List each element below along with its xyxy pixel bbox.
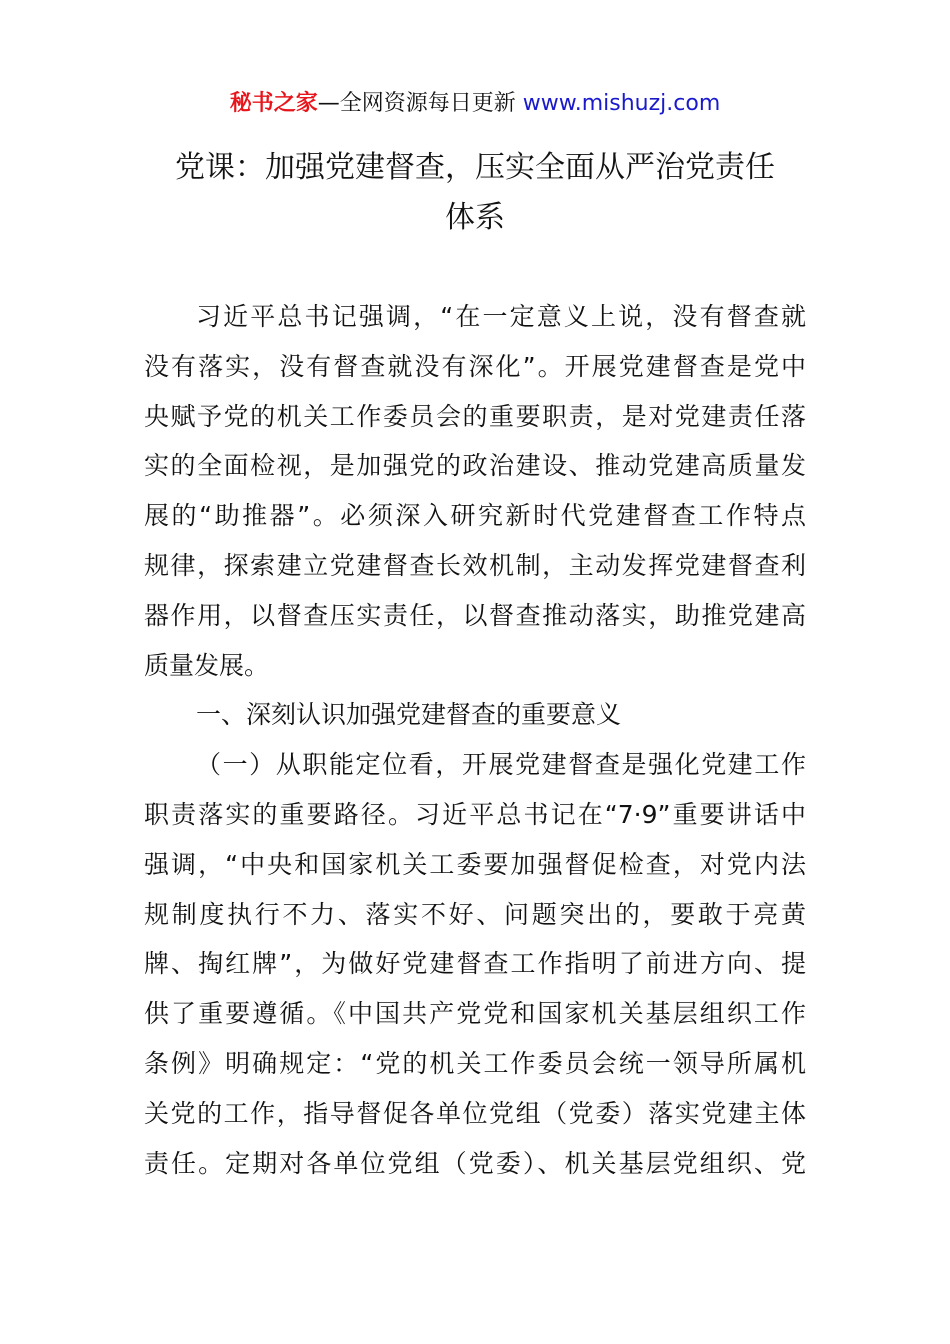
document-body: [144, 292, 806, 1188]
text-line: 实的全面检视，是加强党的政治建设、推动党建高质量发: [144, 451, 806, 481]
text-line: 质量发展。: [144, 650, 270, 680]
text-line: 强调，“中央和国家机关工委要加强督促检查，对党内法: [144, 849, 806, 879]
site-url-link[interactable]: www.mishuzj.com: [522, 91, 721, 116]
text-line: 供了重要遵循。《中国共产党党和国家机关基层组织工作: [144, 999, 806, 1029]
document-title-line-1: 党课：加强党建督查，压实全面从严治党责任: [175, 150, 775, 185]
text-line: 规律，探索建立党建督查长效机制，主动发挥党建督查利: [144, 550, 806, 580]
text-line: 牌、掏红牌”，为做好党建督查工作指明了前进方向、提: [144, 949, 806, 979]
text-line: 职责落实的重要路径。习近平总书记在“7·9”重要讲话中: [144, 799, 806, 829]
text-line: 习近平总书记强调，“在一定意义上说，没有督查就: [196, 302, 806, 331]
text-line: 器作用，以督查压实责任，以督查推动落实，助推党建高: [144, 600, 806, 630]
text-line: 央赋予党的机关工作委员会的重要职责，是对党建责任落: [144, 401, 806, 431]
section-heading: 一、深刻认识加强党建督查的重要意义: [196, 700, 622, 730]
site-tagline: —全网资源每日更新: [317, 91, 516, 116]
text-line: 条例》明确规定：“党的机关工作委员会统一领导所属机: [144, 1048, 806, 1078]
site-header: [0, 88, 950, 120]
text-line: 责任。定期对各单位党组（党委）、机关基层党组织、党: [144, 1148, 806, 1178]
text-line: 展的“助推器”。必须深入研究新时代党建督查工作特点: [144, 501, 806, 531]
text-line: 规制度执行不力、落实不好、问题突出的，要敢于亮黄: [144, 899, 806, 929]
text-line: （一）从职能定位看，开展党建督查是强化党建工作: [196, 750, 806, 780]
site-brand: 秘书之家: [229, 91, 318, 116]
text-line: 关党的工作，指导督促各单位党组（党委）落实党建主体: [144, 1098, 806, 1128]
document-title-line-2: 体系: [445, 200, 505, 235]
text-line: 没有落实，没有督查就没有深化”。开展党建督查是党中: [144, 351, 806, 381]
